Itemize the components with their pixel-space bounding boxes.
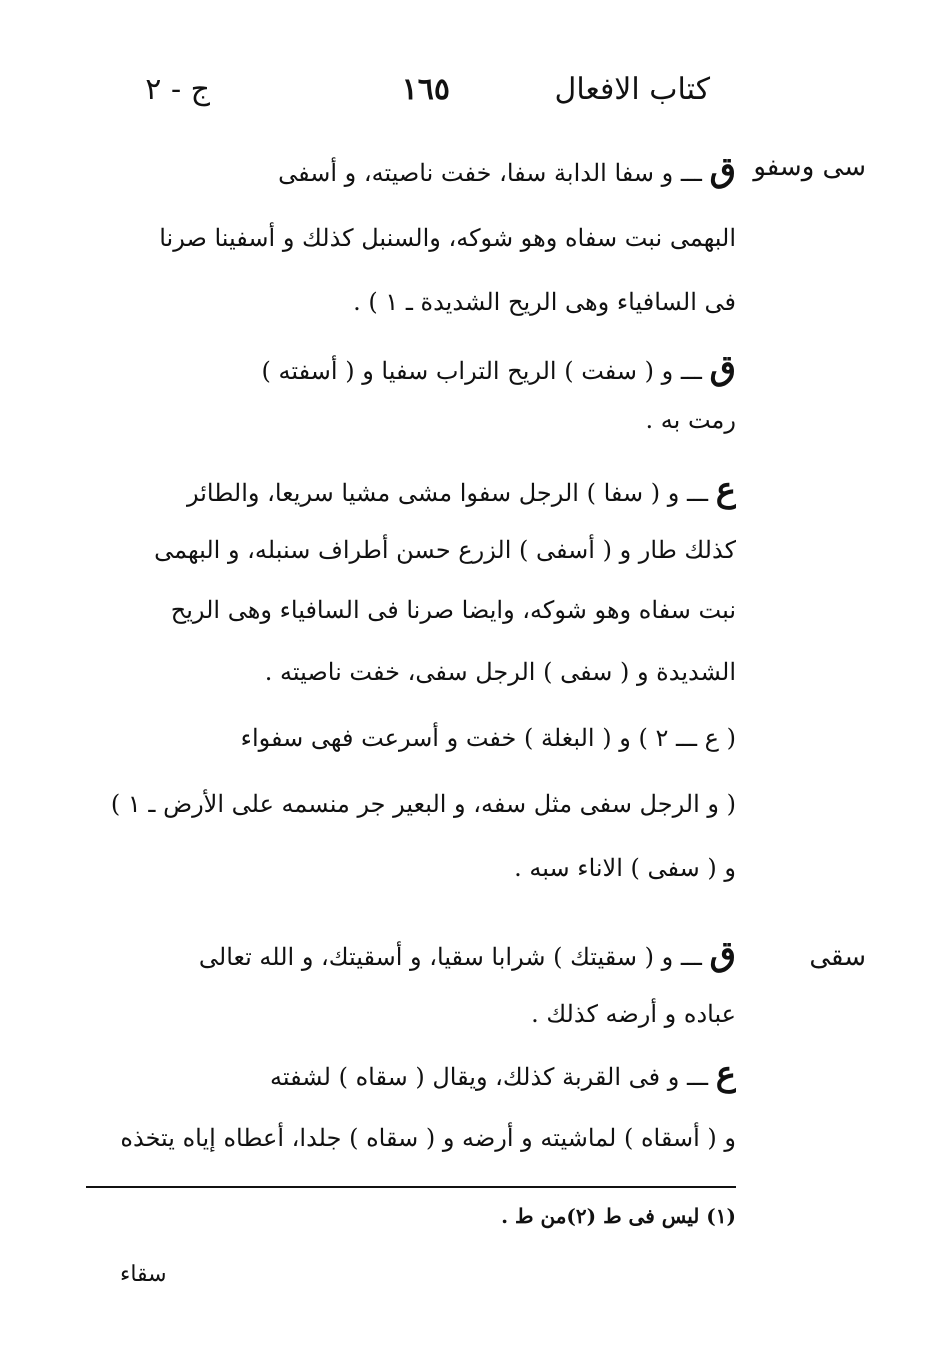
source-letter: ع [715, 470, 736, 510]
page-number: ١٦٥ [401, 72, 450, 107]
line-text: الشديدة و ( سفى ) الرجل سفى، خفت ناصيته . [264, 658, 736, 686]
line-text: عباده و أرضه كذلك . [531, 1000, 736, 1028]
line-text: كذلك طار و ( أسفى ) الزرع حسن أطراف سنبله، و البهمى [154, 536, 736, 564]
line-text: ـــ و ( سفت ) الريح التراب سفيا و ( أسفته ) [261, 357, 702, 385]
margin-root-note: سى وسفو [753, 152, 866, 182]
text-line [104, 718, 736, 758]
line-text: ـــ و ( سفا ) الرجل سفوا مشى مشيا سريعا، والطائر [187, 479, 709, 507]
margin-root-note: سقى [809, 942, 866, 972]
line-text: البهمى نبت سفاه وهو شوكه، والسنبل كذلك و أسفينا صرنا [159, 224, 736, 252]
line-text: فى السافياء وهى الريح الشديدة ـ ١ ) . [353, 288, 736, 316]
volume-label: ج - ٢ [145, 72, 210, 107]
text-line [104, 530, 736, 570]
text-line [104, 1118, 736, 1158]
text-line [104, 590, 736, 630]
text-line [104, 784, 736, 824]
line-text: و ( سفى ) الاناء سبه . [514, 854, 736, 882]
text-line [104, 348, 736, 388]
source-letter: ق [709, 348, 736, 388]
line-text: ـــ و ( سقيتك ) شرابا سقيا، و أسقيتك، و الله تعالى [198, 943, 702, 971]
source-letter: ع [715, 1054, 736, 1094]
text-line [104, 282, 736, 322]
line-text: رمت به . [645, 406, 736, 434]
text-line [104, 652, 736, 692]
source-letter: ق [709, 934, 736, 974]
running-header [130, 72, 710, 120]
text-line [104, 934, 736, 974]
source-letter: ق [709, 150, 736, 190]
catchword: سقاء [120, 1262, 167, 1287]
line-text: ـــ و سفا الدابة سفا، خفت ناصيته، و أسفى [278, 159, 702, 187]
text-line [104, 994, 736, 1034]
text-line [104, 400, 736, 440]
line-text: ( و الرجل سفى مثل سفه، و البعير جر منسمه على الأرض ـ ١ ) [110, 790, 736, 818]
book-title: كتاب الافعال [554, 72, 710, 107]
line-text: ـــ و فى القربة كذلك، ويقال ( سقاه ) لشفته [270, 1063, 709, 1091]
text-line [104, 848, 736, 888]
text-line [104, 1054, 736, 1094]
text-line [104, 150, 736, 190]
line-text: نبت سفاه وهو شوكه، وايضا صرنا فى السافياء وهى الريح [170, 596, 736, 624]
footnote: (١) ليس فى ط (٢)من ط . [501, 1204, 736, 1228]
line-text: ( ع ـــ ٢ ) و ( البغلة ) خفت و أسرعت فهى سفواء [240, 724, 736, 752]
line-text: و ( أسقاه ) لماشيته و أرضه و ( سقاه ) جلدا، أعطاه إياه يتخذه [120, 1124, 736, 1152]
text-line [104, 470, 736, 510]
footnote-divider [86, 1186, 736, 1188]
text-line [104, 218, 736, 258]
